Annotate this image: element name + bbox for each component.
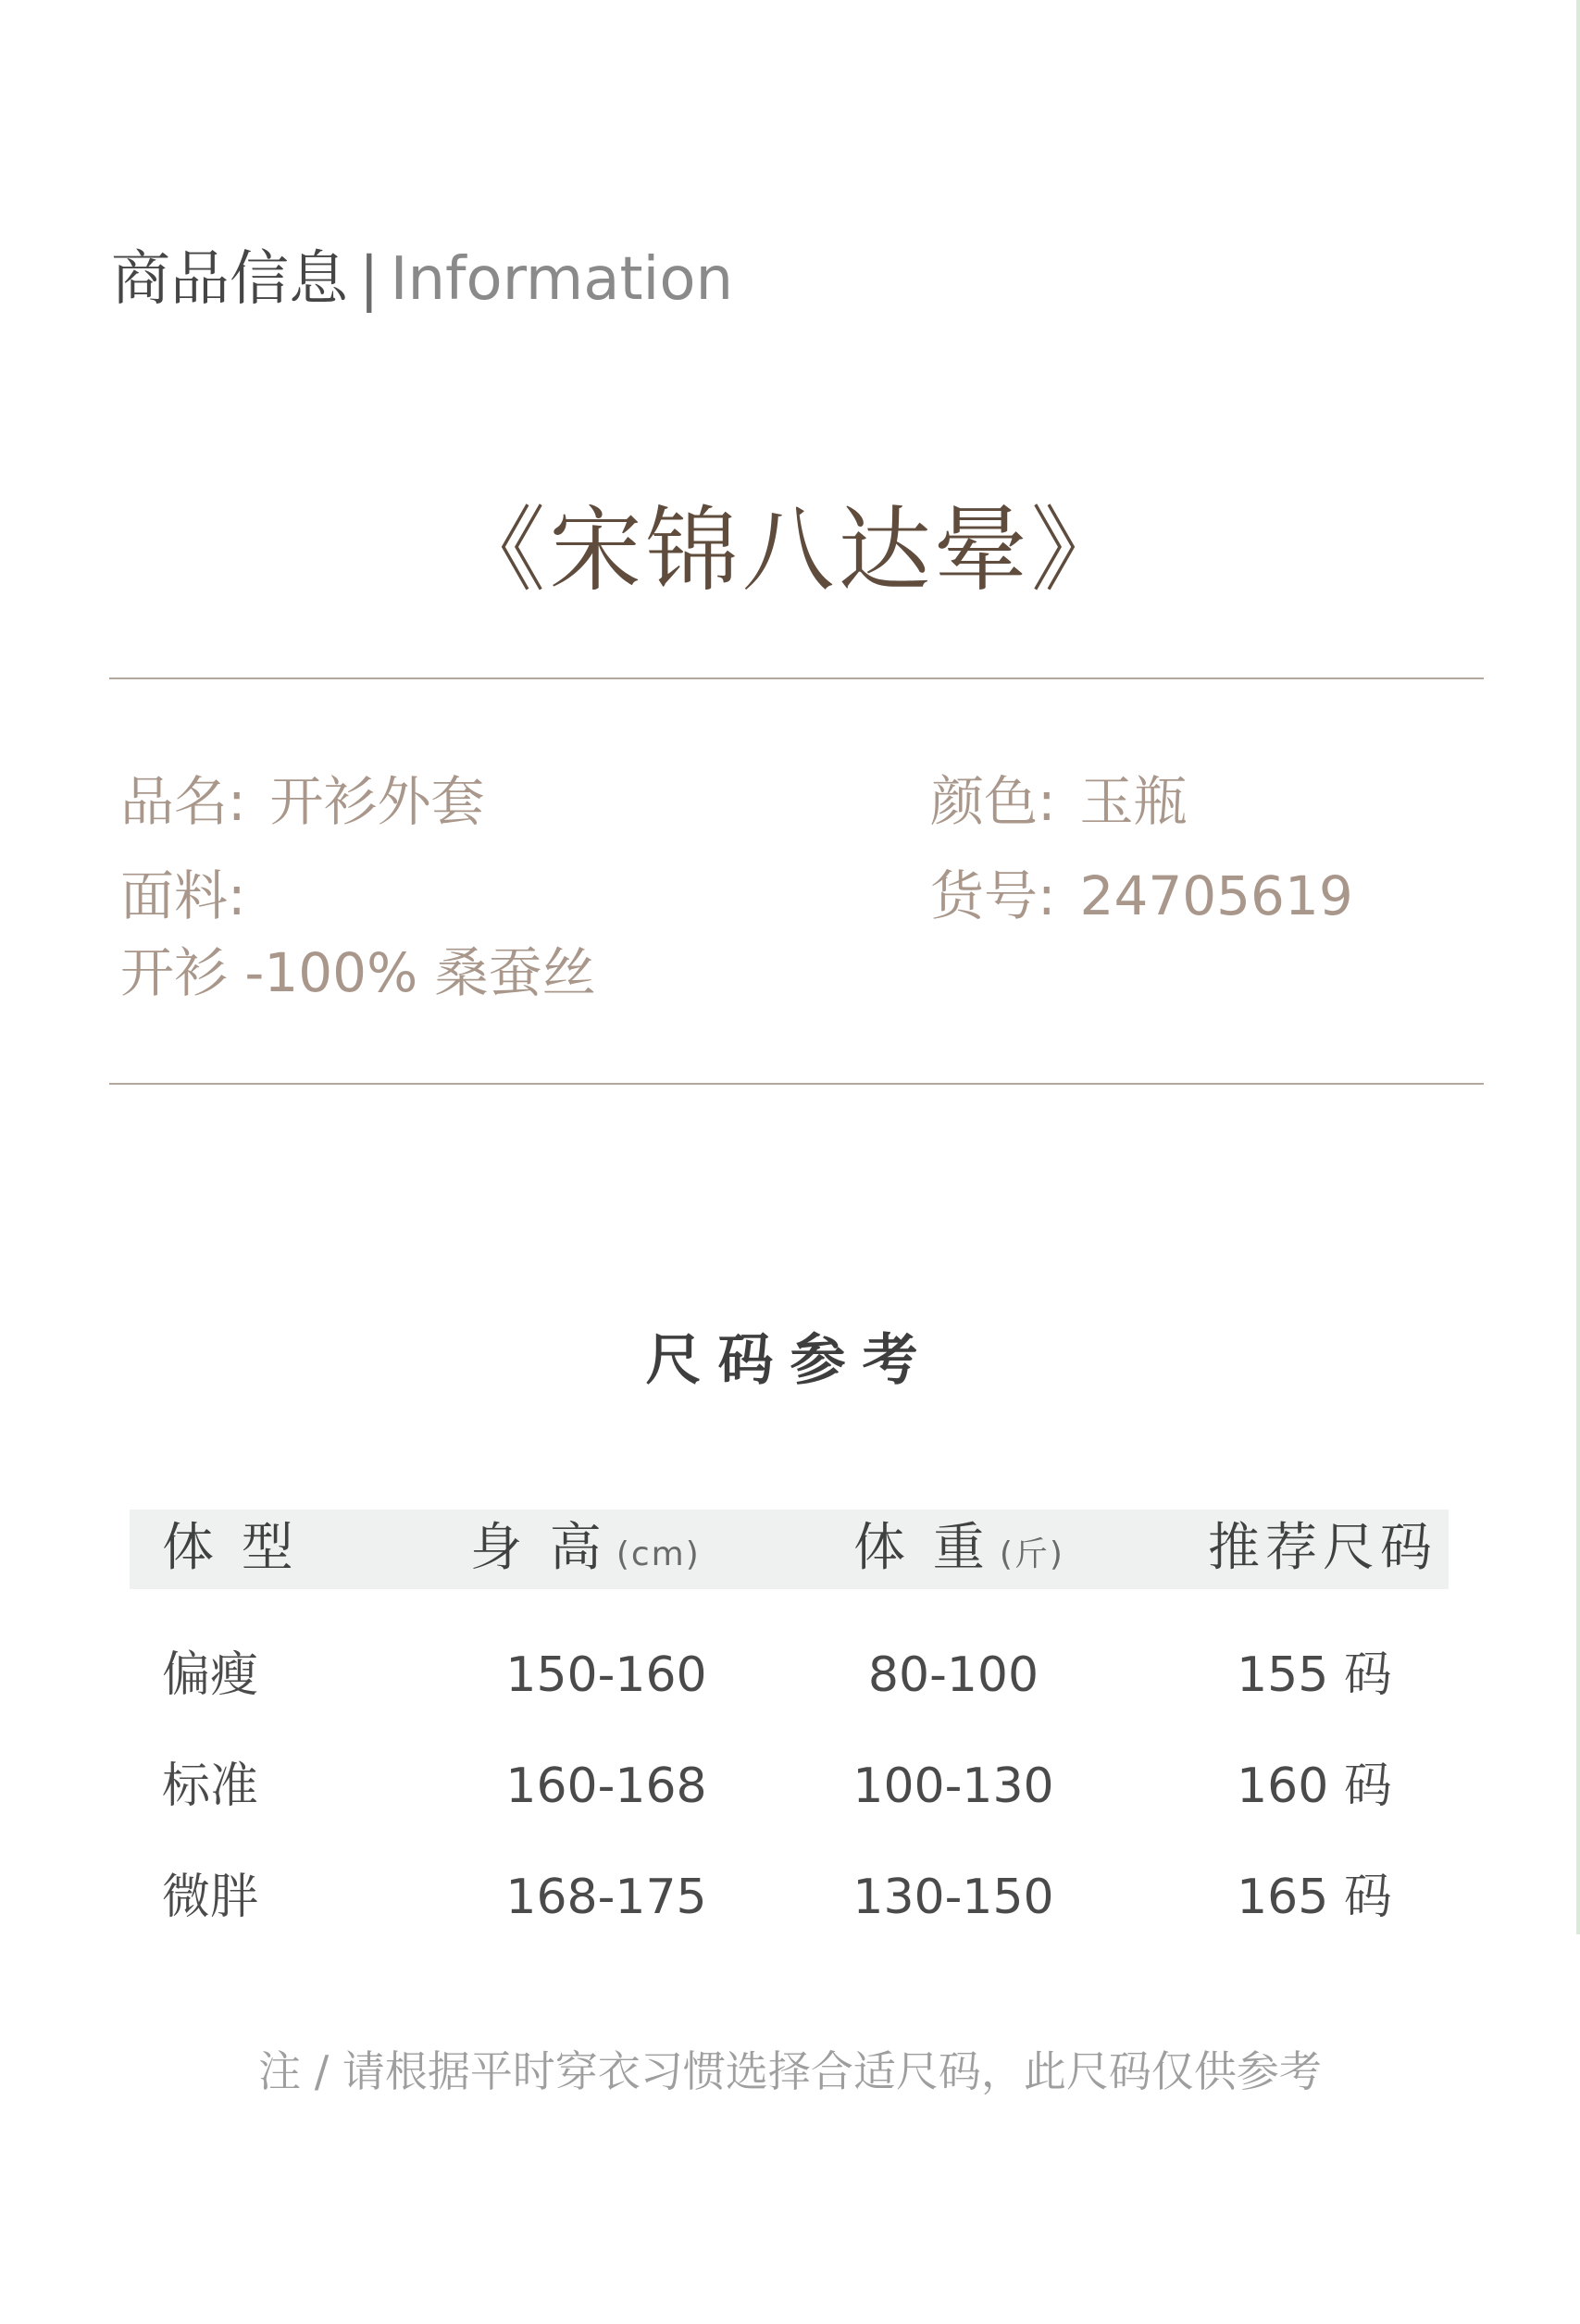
divider-top (109, 677, 1484, 679)
product-name-row (120, 764, 485, 839)
table-header-size (1208, 1516, 1437, 1581)
size-guide-title: 尺码参考 (645, 1328, 935, 1393)
row-weight: 80-100 (867, 1647, 1039, 1703)
product-color-value: 玉瓶 (1079, 770, 1188, 833)
header-title-en: Information (390, 245, 734, 314)
row-body-type: 微胖 (162, 1870, 259, 1925)
header-height-label: 身 高 (470, 1518, 607, 1578)
product-sku-value: 24705619 (1079, 864, 1353, 927)
row-weight: 100-130 (852, 1759, 1054, 1814)
product-fabric-label: 面料: (120, 864, 246, 927)
product-sku-row (930, 858, 1353, 934)
row-body-type: 偏瘦 (162, 1647, 259, 1703)
product-sku-label: 货号: (930, 864, 1056, 927)
section-header (111, 242, 733, 317)
row-size: 165 码 (1237, 1870, 1392, 1925)
product-color-row (930, 764, 1188, 839)
row-height: 160-168 (505, 1759, 707, 1814)
product-name-value: 开衫外套 (269, 770, 485, 833)
product-color-label: 颜色: (930, 770, 1056, 833)
table-header-body-type (162, 1516, 299, 1581)
table-header-weight (853, 1516, 1064, 1587)
header-body-type-label: 体 型 (162, 1518, 299, 1578)
header-weight-unit: (斤) (999, 1535, 1064, 1573)
size-guide-note: 注 / 请根据平时穿衣习惯选择合适尺码，此尺码仅供参考 (258, 2046, 1322, 2096)
row-body-type: 标准 (162, 1759, 259, 1814)
row-size: 155 码 (1237, 1647, 1392, 1703)
table-header-height (470, 1516, 701, 1587)
row-height: 150-160 (505, 1647, 707, 1703)
product-fabric-value: 开衫 -100% 桑蚕丝 (120, 941, 596, 1004)
row-weight: 130-150 (852, 1870, 1054, 1925)
header-title-cn: 商品信息 (111, 245, 348, 314)
divider-bottom (109, 1083, 1484, 1085)
row-size: 160 码 (1237, 1759, 1392, 1814)
product-fabric-label-row (120, 858, 246, 934)
product-title: 《宋锦八达晕》 (453, 496, 1127, 604)
product-fabric-value-row (120, 935, 596, 1011)
header-size-label: 推荐尺码 (1208, 1518, 1437, 1578)
header-separator: | (359, 245, 379, 314)
page-edge-rule (1576, 0, 1580, 1934)
header-weight-label: 体 重 (853, 1518, 990, 1578)
header-height-unit: (cm) (616, 1535, 701, 1573)
product-name-label: 品名: (120, 770, 246, 833)
row-height: 168-175 (505, 1870, 707, 1925)
